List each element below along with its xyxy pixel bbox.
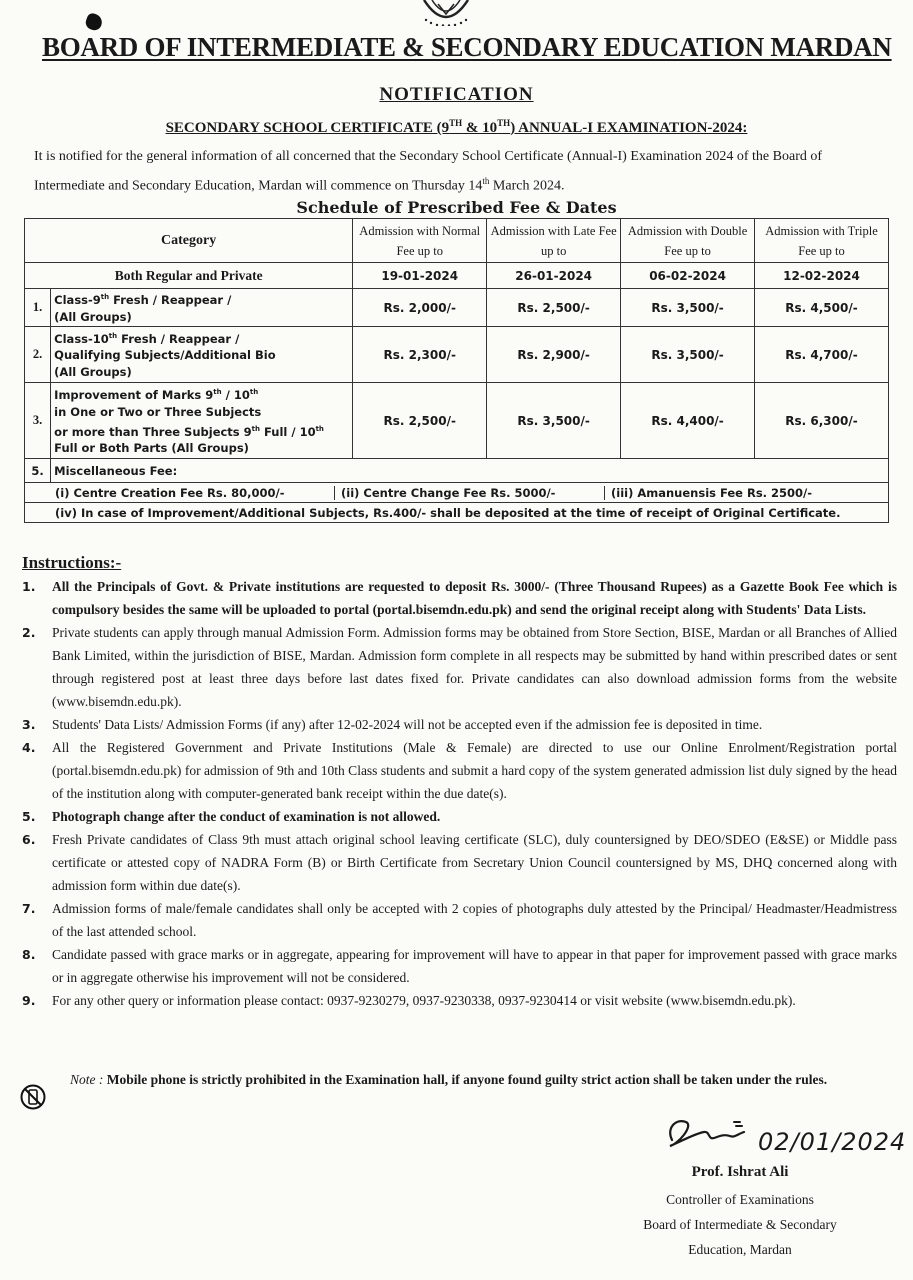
fee-normal: Rs. 2,000/-: [353, 289, 487, 327]
misc-centre-creation: (i) Centre Creation Fee Rs. 80,000/-: [55, 486, 335, 500]
exam-title: SECONDARY SCHOOL CERTIFICATE (9TH & 10TH) ANNUAL-I EXAMINATION-2024:: [165, 118, 748, 136]
no-mobile-phone-icon: [20, 1084, 46, 1110]
misc-items-row: [25, 483, 889, 503]
misc-label: Miscellaneous Fee:: [51, 459, 889, 483]
fee-triple: Rs. 4,500/-: [755, 289, 889, 327]
signer-name: Prof. Ishrat Ali: [691, 1164, 789, 1180]
dates-row: [25, 263, 889, 289]
fee-schedule-table: [24, 218, 889, 523]
note-text: Mobile phone is strictly prohibited in the Examination hall, if anyone found guilty strict action shall be taken under the rules.: [103, 1072, 828, 1087]
instructions-heading: Instructions:-: [22, 553, 122, 572]
row-number: 3.: [25, 383, 51, 459]
misc-header-row: [25, 459, 889, 483]
table-row: [25, 327, 889, 383]
fee-normal: Rs. 2,300/-: [353, 327, 487, 383]
table-header-row: [25, 219, 889, 263]
handwritten-signature: [664, 1110, 764, 1155]
list-item: 2. Private students can apply through manual Admission Form. Admission forms may be obtained from Store Section, BISE, Mardan or all Branches of Allied Bank Limited, within the jurisdiction of BISE, Mardan. Admission form complete in all respects may be submitted by hand within prescribed dates or sent through registered post at least three days before last dates fixed for. Private candidates can also download admission forms from the website (www.bisemdn.edu.pk).: [22, 625, 897, 709]
list-item: 6. Fresh Private candidates of Class 9th must attach original school leaving certificate (SLC), duly countersigned by DEO/SDEO (E&SE) or Middle pass certificate or attested copy of NADRA Form (B) or Birth Certificate from Secretary Union Council countersigned by MS, DHQ concerned along with admission form within due date(s).: [22, 832, 897, 893]
list-item: 3. Students' Data Lists/ Admission Forms (if any) after 12-02-2024 will not be accepted even if the admission fee is deposited in time.: [22, 717, 763, 732]
schedule-title: Schedule of Prescribed Fee & Dates: [296, 198, 617, 217]
table-row: [25, 383, 889, 459]
date-double: 06-02-2024: [621, 263, 755, 289]
col-late-header: Admission with Late Fee up to: [487, 219, 621, 263]
date-late: 26-01-2024: [487, 263, 621, 289]
col-triple-header: Admission with Triple Fee up to: [755, 219, 889, 263]
col-double-header: Admission with Double Fee up to: [621, 219, 755, 263]
signer-org-city: Education, Mardan: [688, 1242, 792, 1257]
fee-double: Rs. 3,500/-: [621, 327, 755, 383]
date-normal: 19-01-2024: [353, 263, 487, 289]
signer-org: Board of Intermediate & Secondary: [643, 1217, 837, 1232]
row-number: 1.: [25, 289, 51, 327]
row-category: Improvement of Marks 9th / 10th in One or Two or Three Subjects or more than Three Subjects 9th Full / 10th Full or Both Parts (All Groups): [51, 383, 353, 459]
intro-paragraph: It is notified for the general information of all concerned that the Secondary School Certificate (Annual-I) Examination 2024 of the Board of Intermediate and Secondary Education, Mardan will commence on Thursday 14th March 2024.: [34, 149, 823, 194]
fee-triple: Rs. 6,300/-: [755, 383, 889, 459]
list-item: 1. All the Principals of Govt. & Private institutions are requested to deposit Rs. 3000/- (Three Thousand Rupees) as a Gazette Book Fee which is compulsory besides the same will be uploaded to portal (portal.bisemdn.edu.pk) and send the original receipt along with Students' Data Lists.: [22, 579, 897, 617]
category-header: Category: [25, 219, 353, 263]
misc-centre-change: (ii) Centre Change Fee Rs. 5000/-: [335, 486, 605, 500]
notification-heading: NOTIFICATION: [379, 84, 534, 105]
signature-date: 02/01/2024: [758, 1128, 907, 1156]
row-number: 2.: [25, 327, 51, 383]
ink-mark: [84, 12, 105, 33]
note-block: [20, 1068, 895, 1110]
fee-normal: Rs. 2,500/-: [353, 383, 487, 459]
row-number: 5.: [25, 459, 51, 483]
misc-amanuensis: (iii) Amanuensis Fee Rs. 2500/-: [611, 485, 813, 500]
fee-late: Rs. 3,500/-: [487, 383, 621, 459]
board-emblem-icon: [414, 0, 478, 26]
col-normal-header: Admission with Normal Fee up to: [353, 219, 487, 263]
fee-double: Rs. 4,400/-: [621, 383, 755, 459]
instructions-list: [22, 575, 897, 1012]
fee-double: Rs. 3,500/-: [621, 289, 755, 327]
list-item: 8. Candidate passed with grace marks or in aggregate, appearing for improvement will have to appear in that paper for improvement passed with grace marks or in aggregate otherwise his improvement will not be considered.: [22, 947, 897, 985]
list-item: 9. For any other query or information please contact: 0937-9230279, 0937-9230338, 0937-9230414 or visit website (www.bisemdn.edu.pk).: [22, 993, 796, 1008]
note-label: Note :: [70, 1072, 104, 1087]
misc-improvement-row: [25, 503, 889, 523]
both-label: Both Regular and Private: [25, 263, 353, 289]
signer-block: [620, 1164, 860, 1262]
date-triple: 12-02-2024: [755, 263, 889, 289]
table-row: [25, 289, 889, 327]
row-category: Class-10th Fresh / Reappear / Qualifying Subjects/Additional Bio (All Groups): [51, 327, 353, 383]
fee-late: Rs. 2,900/-: [487, 327, 621, 383]
misc-improvement: (iv) In case of Improvement/Additional Subjects, Rs.400/- shall be deposited at the time of receipt of Original Certificate.: [25, 503, 889, 523]
fee-late: Rs. 2,500/-: [487, 289, 621, 327]
list-item: 5. Photograph change after the conduct of examination is not allowed.: [22, 809, 441, 824]
board-title: BOARD OF INTERMEDIATE & SECONDARY EDUCATION MARDAN: [42, 32, 892, 62]
instructions-section: [22, 553, 897, 1012]
signer-title: Controller of Examinations: [666, 1192, 814, 1207]
list-item: 4. All the Registered Government and Private Institutions (Male & Female) are directed to use our Online Enrolment/Registration portal (portal.bisemdn.edu.pk) for admission of 9th and 10th Class students and submit a hard copy of the system generated admission list duly signed by the head of the institution along with computer-generated bank receipt within the due date(s).: [22, 740, 897, 801]
fee-triple: Rs. 4,700/-: [755, 327, 889, 383]
row-category: Class-9th Fresh / Reappear / (All Groups): [51, 289, 353, 327]
list-item: 7. Admission forms of male/female candidates shall only be accepted with 2 copies of photographs duly attested by the Principal/ Headmaster/Headmistress of the last attended school.: [22, 901, 897, 939]
